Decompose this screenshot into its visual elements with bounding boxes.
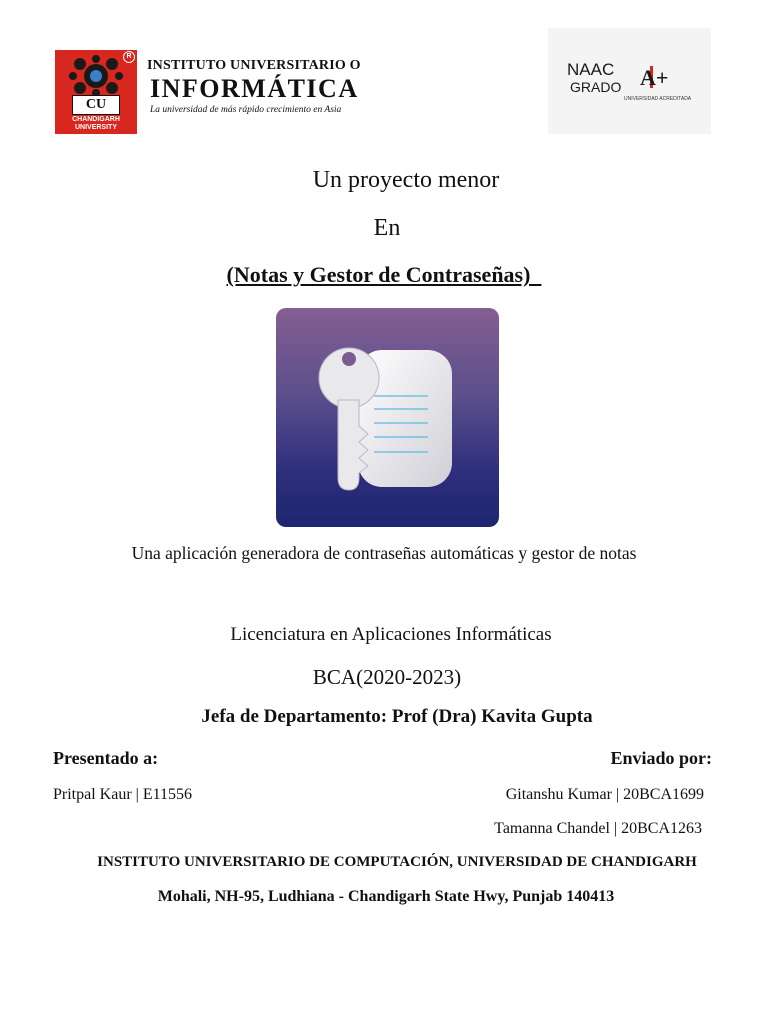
cu-logo-name: CHANDIGARH UNIVERSITY xyxy=(72,116,120,131)
key-and-notes-icon xyxy=(276,308,499,527)
degree-name: Licenciatura en Aplicaciones Informáticas xyxy=(230,624,552,645)
naac-grade-label: GRADO xyxy=(570,79,622,95)
cu-abbrev: CU xyxy=(72,95,120,115)
naac-title: NAAC xyxy=(567,60,615,79)
submitted-by-label: Enviado por: xyxy=(610,748,712,768)
batch-years: BCA(2020-2023) xyxy=(312,665,462,689)
institute-name-line2: INFORMÁTICA xyxy=(150,74,359,103)
registered-mark: R xyxy=(123,51,135,63)
project-subtitle: Una aplicación generadora de contraseñas automáticas y gestor de notas xyxy=(131,543,637,563)
presented-to-name: Pritpal Kaur | E11556 xyxy=(53,786,193,803)
app-icon xyxy=(276,308,499,527)
footer-institute: INSTITUTO UNIVERSITARIO DE COMPUTACIÓN, UNIVERSIDAD DE CHANDIGARH xyxy=(97,854,697,870)
institute-tagline: La universidad de más rápido crecimiento en Asia xyxy=(150,105,342,115)
title-line1: Un proyecto menor xyxy=(312,167,500,193)
footer-address: Mohali, NH-95, Ludhiana - Chandigarh State Hwy, Punjab 140413 xyxy=(157,888,615,905)
head-of-department: Jefa de Departamento: Prof (Dra) Kavita Gupta xyxy=(201,706,593,727)
institute-name-line1: INSTITUTO UNIVERSITARIO O xyxy=(147,58,361,73)
naac-subtext: UNIVERSIDAD ACREDITADA xyxy=(624,96,692,102)
project-title: (Notas y Gestor de Contraseñas) xyxy=(226,262,542,287)
naac-grade: A+ xyxy=(640,65,669,90)
title-line2: En xyxy=(373,215,401,241)
submitted-by-name: Tamanna Chandel | 20BCA1263 xyxy=(494,820,702,837)
presented-to-label: Presentado a: xyxy=(53,748,159,768)
gear-emblem-icon xyxy=(68,54,124,98)
submitted-by-name: Gitanshu Kumar | 20BCA1699 xyxy=(505,786,704,803)
chandigarh-university-logo xyxy=(55,50,137,134)
